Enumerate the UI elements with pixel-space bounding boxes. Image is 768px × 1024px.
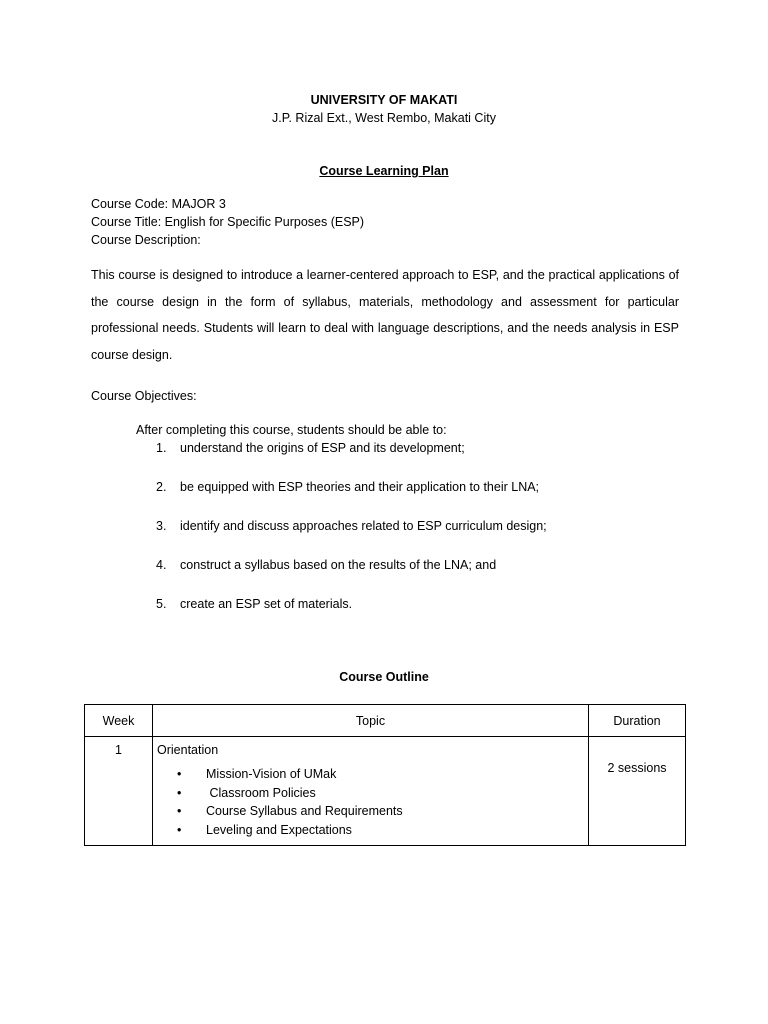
course-code: Course Code: MAJOR 3 — [91, 197, 226, 211]
university-address: J.P. Rizal Ext., West Rembo, Makati City — [272, 111, 496, 125]
list-item — [177, 765, 584, 784]
header-topic: Topic — [153, 705, 589, 737]
topic-bullet-list — [157, 765, 584, 839]
objective-item — [156, 441, 465, 455]
objective-text: be equipped with ESP theories and their application to their LNA; — [180, 480, 540, 494]
bullet-text: Course Syllabus and Requirements — [206, 804, 403, 818]
objective-number: 2. — [156, 480, 167, 494]
outline-title: Course Outline — [339, 670, 429, 684]
topic-cell — [153, 737, 589, 846]
objective-text: understand the origins of ESP and its development; — [180, 441, 465, 455]
objective-text: construct a syllabus based on the results of the LNA; and — [180, 558, 497, 572]
bullet-icon: • — [177, 804, 182, 818]
list-item — [177, 802, 584, 821]
course-title: Course Title: English for Specific Purposes (ESP) — [91, 215, 365, 229]
objective-number: 3. — [156, 519, 167, 533]
course-outline-table — [84, 704, 686, 846]
bullet-icon: • — [177, 822, 182, 837]
bullet-text: Leveling and Expectations — [206, 822, 352, 837]
course-description: This course is designed to introduce a learner-centered approach to ESP, and the practical applications of the course design in the form of syllabus, materials, methodology and assessment for particular professional needs. Students will learn to deal with language descriptions, and the needs analysis in ESP course design. — [91, 268, 679, 362]
objective-number: 5. — [156, 597, 167, 611]
topic-title: Orientation — [157, 743, 219, 757]
objective-text: create an ESP set of materials. — [180, 597, 353, 611]
course-description-label: Course Description: — [91, 233, 201, 247]
header-week: Week — [85, 705, 153, 737]
objective-number: 1. — [156, 441, 167, 455]
objectives-intro: After completing this course, students should be able to: — [136, 423, 447, 437]
objective-number: 4. — [156, 558, 167, 572]
objective-item — [156, 519, 547, 533]
header-duration: Duration — [589, 705, 686, 737]
plan-title: Course Learning Plan — [319, 164, 449, 178]
university-name: UNIVERSITY OF MAKATI — [310, 93, 458, 107]
bullet-text: Mission-Vision of UMak — [206, 767, 337, 781]
table-row — [85, 737, 686, 846]
duration-cell: 2 sessions — [589, 737, 686, 846]
bullet-icon: • — [177, 785, 182, 800]
objective-text: identify and discuss approaches related to ESP curriculum design; — [180, 519, 547, 533]
bullet-text: Classroom Policies — [206, 785, 316, 800]
objectives-label: Course Objectives: — [91, 389, 197, 403]
bullet-icon: • — [177, 767, 182, 781]
objective-item — [156, 480, 539, 494]
week-cell: 1 — [85, 737, 153, 846]
list-item — [177, 784, 584, 803]
list-item — [177, 821, 584, 840]
objective-item — [156, 558, 496, 572]
table-header-row — [85, 705, 686, 737]
objective-item — [156, 597, 352, 611]
